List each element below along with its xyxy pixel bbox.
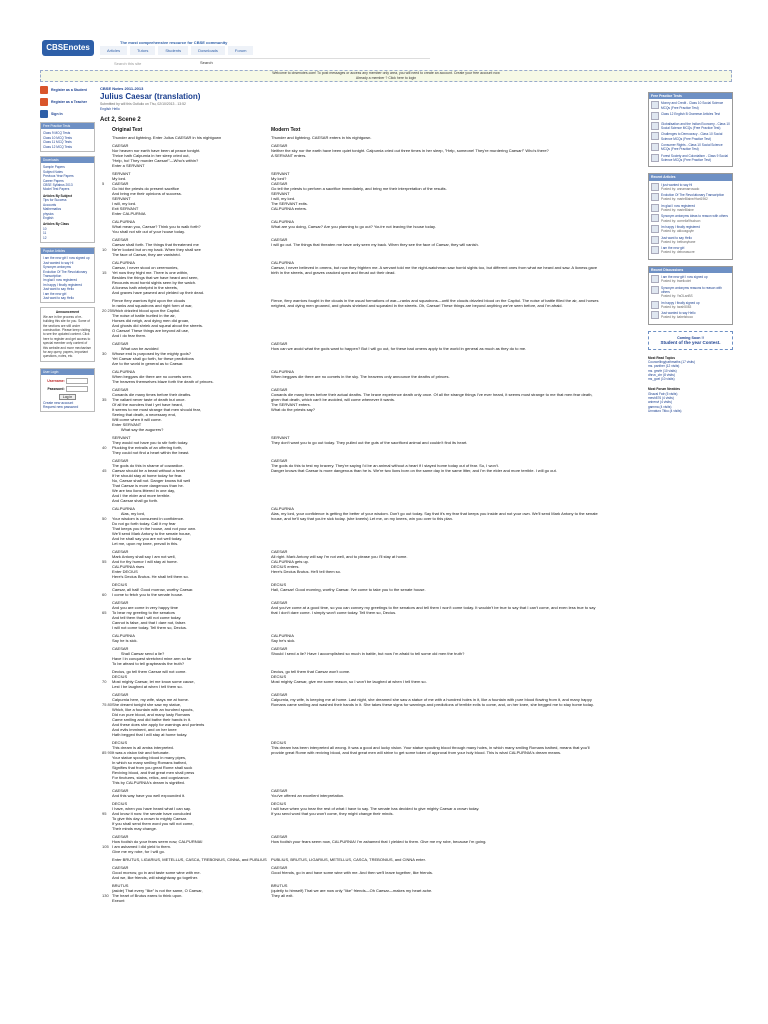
recent-article-item-label: Im glad I now registered Posted by: marieBlaine [661, 203, 696, 213]
nav-students[interactable]: Students [158, 46, 188, 55]
line-number: 30 [102, 351, 107, 356]
practice-test-item-label: Globalisation and the Indian Economy - Class 10 Social Science MCQs (Free Practice Test) [661, 121, 730, 131]
downloads-header: Downloads [41, 157, 94, 163]
posted-by: Posted by: YaOLanBS [661, 294, 693, 299]
modern-text-block: DECIUS Hail, Caesar! Good morning, worthy Caesar. I've come to take you to the senate house. [271, 582, 426, 592]
recent-article-item-label: I am the new girl Posted by: deborasucre [661, 246, 695, 255]
practice-tests-panel [648, 92, 733, 167]
site-tagline: The most comprehensive resource for CBSE community [120, 40, 228, 45]
line-number: 10 [102, 247, 107, 252]
modern-text-block: CAESAR All right. Mark Antony will say I'm not well, and to please you I'll stay at home. CALPURNIA gets up. DECIUS enters. Here's Decius Brutus. He'll tell them so. [271, 549, 408, 574]
subject-item[interactable]: Accounts [43, 202, 57, 207]
original-text-block: CALPURNIA Alas, my lord, Your wisdom is consumed in confidence. Do not go forth today. Call it my fear That keeps you in the house, and not your own. We'll send Mark Antony to the senate house, And he shall say you are not well today. Let me, upon my knee, prevail in this. [112, 506, 197, 546]
download-item[interactable]: Model Test Papers [43, 187, 70, 192]
link-label: Sign In [51, 112, 63, 116]
recent-articles-header: Recent Articles [649, 174, 732, 180]
original-text-block: CAESAR Nor heaven nor earth have been at peace tonight. Thrice hath Calpurnia in her sleep cried out, "Help, ho! They murder Caesar!"—Who's within? Enter a SERVANT [112, 143, 201, 168]
recent-article-item-label: Im happy I finally registered Posted by: aldousgoyle [661, 224, 700, 234]
posted-by: Posted by: bethanybane [661, 239, 696, 244]
modern-text-block: CAESAR And you've come at a good time, so you can convey my greetings to the senators and tell them I won't come today. It wouldn't be true to say that I can't come, and even less true to say that I don't dare come. I simply won't come today. Tell them so, Decius. [271, 600, 596, 615]
original-text-block: CALPURNIA Say he is sick. [112, 633, 138, 643]
page-title: Julius Caesar (translation) [100, 92, 201, 101]
recent-article-item[interactable] [651, 236, 730, 245]
recent-article-item[interactable] [651, 204, 730, 213]
class-header: Articles By Class [43, 222, 70, 227]
most-read-item[interactable]: Councelling/pathmaths (17 visits) [648, 359, 695, 364]
register-student-link[interactable] [40, 86, 95, 94]
line-number: 45 [102, 468, 107, 473]
original-text-block: DECIUS This dream is all amiss interpreted. It was a vision fair and fortunate. Your statue spouting blood in many pipes, In which so many smiling Romans bathed, Signifies that from you great Rome shall suck Reviving blood, and that great men shall press For tinctures, stains, relics, and cognizance. This by CALPURNIA's dream is signified. [112, 740, 195, 785]
original-text-header: Original Text [112, 127, 143, 133]
create-account-link[interactable]: Create new account [43, 400, 74, 405]
recent-articles-panel [648, 173, 733, 259]
link-label: Register as a Teacher [51, 100, 87, 104]
modern-text-block: CAESAR Neither the sky nor the earth have been quiet tonight. Calpurnia cried out three times in her sleep, "Help, someone! They're murdering Caesar!" Who's there? A SERVANT enters. [271, 143, 549, 158]
contest-title: Coming Soon !! [677, 335, 704, 340]
modern-text-block: CAESAR Calpurnia, my wife, is keeping me at home. Last night, she dreamed she saw a statue of me with a hundred holes in it, like a fountain with pure blood flowing from it, and many happy Romans came smiling and washed their hands in it. She takes these signs for warnings and predictions of terrible evils to come, and, on her knee, she begged me to stay home today. [271, 692, 594, 707]
nav-downloads[interactable]: Downloads [191, 46, 225, 55]
original-text-block: CAESAR Good morrow, go in and taste some wine with me. And we, like friends, will straightway go together. [112, 865, 201, 880]
search-bar [100, 58, 430, 68]
thumbnail-icon [651, 225, 659, 233]
modern-text-block: CALPURNIA Caesar, I never believed in omens, but now they frighten me. A servant told me the night-watchman saw horrid sights too, but different ones from what we heard and saw. A lioness gave birth in the streets, and graves cracked open and thrust out their dead. [271, 260, 598, 275]
modern-text-block: CAESAR Should I send a lie? Have I accomplished so much in battle, but now I'm afraid to tell some old men the truth? [271, 646, 465, 656]
username-field[interactable] [66, 378, 88, 384]
posted-by: Posted by: bwellcolet [661, 279, 691, 284]
recent-discussions-list [651, 275, 730, 320]
original-text-block: CAESAR Caesar shall forth. The things that threatened me Ne'er looked but on my back. When they shall see The face of Caesar, they are vanishèd. [112, 237, 201, 257]
practice-test-item-label: Forest Society and Colonialism - Class 9 Social Science MCQs (Free Practice Test) [661, 153, 728, 162]
download-item[interactable]: Career Papers [43, 178, 64, 183]
posted-by: Posted by: marieBlaine/Hart1962 [661, 197, 708, 202]
main-content [100, 86, 600, 903]
original-text-block: CAESAR Shall Caesar send a lie? Have I in conquest stretched mine arm so far To be afeard to tell graybeards the truth? [112, 646, 192, 666]
login-button[interactable]: Log in [59, 394, 76, 400]
search-button[interactable]: Search [200, 60, 213, 65]
line-number: 60 [102, 592, 107, 597]
recent-article-item[interactable] [651, 246, 730, 255]
modern-text-block: CALPURNIA Say he's sick. [271, 633, 296, 643]
request-password-link[interactable]: Request new password [43, 404, 79, 409]
line-number: 20 25 [102, 308, 113, 313]
posted-by: Posted by: cornelia9hudson [661, 218, 701, 223]
original-text-block: DECIUS I have, when you have heard what I can say. And know it now: the senate have concluded To give this day a crown to mighty Caesar. If you shall send them word you will not come, Their minds may change. [112, 801, 194, 831]
recent-article-item[interactable] [651, 193, 730, 202]
downloads-box [40, 156, 95, 243]
nav-tutors[interactable]: Tutors [130, 46, 155, 55]
line-number: 70 [102, 679, 107, 684]
modern-text-block: SERVANT They don't want you to go out today. They pulled out the guts of the sacrificed animal and couldn't find its heart. [271, 435, 468, 445]
original-text-block: BRUTUS (aside) That every "like" is not the same, O Caesar, The heart of Brutus earns to think upon. Exeunt [112, 883, 203, 903]
practice-tests-box [40, 122, 95, 152]
popular-articles-header: Popular Articles [41, 248, 94, 254]
recent-discussion-item-label: Synonym antonyms reasons to reason with others Posted by: YaOLanBS [661, 286, 730, 299]
recent-discussion-item[interactable] [651, 311, 730, 320]
practice-test-item[interactable] [651, 132, 730, 141]
original-text-block: CAESAR What can be avoided Whose end is purposed by the mighty gods? Yet Caesar shall go forth, for these predictions Are to the world in general as to Caesar. [112, 341, 194, 366]
thumbnail-icon [651, 311, 659, 319]
subject-header: Articles By Subject [43, 193, 73, 198]
practice-item[interactable]: Class 10 MCQ Tests [43, 135, 72, 140]
original-text-block: CAESAR Calpurnia here, my wife, stays me at home. She dreamt tonight she saw my statue, Which, like a fountain with an hundred spouts, Did run pure blood, and many lusty Romans Came smiling and did bathe their hands in it. And these does she apply for warnings and portents And evils imminent, and on her knee Hath begged that I will stay at home today. [112, 692, 205, 737]
download-item[interactable]: Subject Notes [43, 169, 63, 174]
thumbnail-icon [651, 112, 659, 120]
practice-test-item[interactable] [651, 143, 730, 152]
welcome-banner [40, 70, 732, 82]
most-read-item[interactable]: ms_goel (10 visits) [648, 377, 675, 382]
line-number: 35 [102, 397, 107, 402]
forum-newbie-item[interactable]: mesh876 (4 visits) [648, 396, 674, 401]
thumbnail-icon [651, 246, 659, 254]
posted-by: Posted by: marieBlaine [661, 208, 694, 213]
thumbnail-icon [651, 122, 659, 130]
original-text-block: CALPURNIA When beggars die there are no comets seen. The heavens themselves blaze forth the death of princes. [112, 369, 214, 384]
link-label: Register as a Student [51, 88, 87, 92]
register-teacher-link[interactable] [40, 98, 95, 106]
article-item[interactable]: Im glad I now registered [43, 278, 78, 283]
modern-text-header: Modern Text [271, 127, 301, 133]
recent-articles-list [651, 183, 730, 255]
most-read-item[interactable]: ms. panther (12 visits) [648, 364, 680, 369]
thumbnail-icon [651, 132, 659, 140]
original-text-block: CAESAR And you are come in very happy time To bear my greeting to the senators And tell them that I will not come today. Cannot is false, and that I dare not, falser. I will not come today. Tell them so, Decius. [112, 600, 187, 630]
original-text-block: CAESAR Cowards die many times before their deaths. The valiant never taste of death but once. Of all the wonders that I yet have heard, It seems to me most strange that men should fear, Seeing that death, a necessary end, Will come when it will come. Enter SERVANT What say the augurers? [112, 387, 201, 432]
recent-article-item-label: Just want to say Hello Posted by: bethanybane [661, 235, 696, 244]
modern-text-block: CAESAR How foolish your fears seem now, CALPURNIA! I'm ashamed that I yielded to them. Give me my robe, because I'm going. [271, 834, 487, 844]
recent-discussion-item[interactable] [651, 275, 730, 284]
original-text-block: CAESAR How foolish do your fears seem now, CALPURNIA! I am ashamed I did yield to them. Give me my robe, for I will go. [112, 834, 203, 854]
practice-test-item[interactable] [651, 122, 730, 131]
recent-article-item-label: I just wanted to say Hi Posted by: annamarrosado [661, 182, 700, 191]
article-item[interactable]: I am the new girl [43, 291, 67, 296]
line-number: 65 [102, 610, 107, 615]
popular-articles-box [40, 247, 95, 303]
thumbnail-icon [651, 286, 659, 294]
modern-text-block: CALPURNIA What are you doing, Caesar? Are you planning to go out? You're not leaving the house today. [271, 219, 436, 229]
original-text-block: Fierce fiery warriors fight upon the clouds In ranks and squadrons and right form of war, Which drizzled blood upon the Capitol. The noise of battle hurtled in the air, Horses did neigh, and dying men did groan, And ghosts did shriek and squeal about the streets. O Caesar! These things are beyond all use, And I do fear them. [112, 298, 203, 338]
original-text-block: CALPURNIA What mean you, Caesar? Think you to walk forth? You shall not stir out of your house today. [112, 219, 201, 234]
thumbnail-icon [651, 143, 659, 151]
subject-item[interactable]: English [43, 215, 54, 220]
line-number: 40 [102, 445, 107, 450]
thumbnail-icon [651, 193, 659, 201]
most-read-item[interactable]: ms. gmrfe (10 visits) [648, 368, 677, 373]
article-item[interactable]: Im happy I finally registered [43, 282, 82, 287]
article-item[interactable]: Just want to say Hello [43, 287, 75, 292]
article-item[interactable]: Just want to say Hello [43, 296, 75, 300]
thumbnail-icon [651, 301, 659, 309]
class-item[interactable]: 12 [43, 235, 47, 240]
recent-article-item[interactable] [651, 183, 730, 192]
recent-discussion-item-label: I am the new girl I now signed up Posted by: bwellcolet [661, 275, 708, 284]
announcement-text: We are in the process of re-building this site for you. Some of the sections are still under construction. Please keep visiting to see the updated content. Click here to register and get access to special member only content of this website and more mechanism for any query, papers, important questions, notes, etc. [43, 314, 92, 359]
modern-text-block: Decius, go tell them that Caesar won't come. DECIUS Most mighty Caesar, give me some reason, so I won't be laughed at when I tell them so. [271, 669, 427, 684]
recent-discussion-item-label: Im happy I finally signed up Posted by: tarah5083 [661, 300, 700, 309]
download-item[interactable]: Previous Year Papers [43, 174, 74, 179]
modern-text-block: SERVANT My lord? CAESAR Go tell the priests to perform a sacrifice immediately, and bring me their interpretation of the results. SERVANT I will, my lord. The SERVANT exits. CALPURNIA enters. [271, 171, 447, 211]
site-logo[interactable] [42, 40, 94, 56]
recent-article-item-label: Evolution Of The Revolutionary Transcription Posted by: marieBlaine/Hart1962 [661, 193, 725, 202]
modern-text-block: CALPURNIA When beggars die there are no comets in the sky. The heavens only announce the deaths of princes. [271, 369, 450, 379]
modern-text-block: PUBLIUS, BRUTUS, LIGARIUS, METELLUS, CASCA, TREBONIUS, and CINNA enter. [271, 857, 426, 862]
thumbnail-icon [651, 236, 659, 244]
modern-text-block: CAESAR I will go out. The things that threaten me have only seen my back. When they see the face of Caesar, they will vanish. [271, 237, 479, 247]
recent-article-item[interactable] [651, 214, 730, 223]
article-item[interactable]: I am the new girl I now signed up [43, 256, 90, 261]
original-text-block: CAESAR The gods do this in shame of cowardice. Caesar should be a beast without a heart If he should stay at home today for fear. No, Caesar shall not. Danger knows full well That Caesar is more dangerous than he. We are two lions littered in one day, And I the elder and more terrible. And Caesar shall go forth. [112, 458, 191, 503]
line-number: 55 [102, 559, 107, 564]
submitted-by: Submitted by will this Outlulio on Thu, 02/10/2013 - 13:52 [100, 102, 186, 106]
site-header [0, 0, 768, 70]
thumbnail-icon [651, 154, 659, 162]
line-number: 105 [102, 844, 109, 849]
forum-newbie-item[interactable]: anirenvi (4 visits) [648, 400, 672, 405]
recent-discussions-header: Recent Discussions [649, 267, 732, 273]
banner-line-2[interactable]: Already a member ? Click here to login [355, 76, 417, 80]
practice-list [651, 101, 730, 162]
breadcrumb[interactable]: CBSE Notes 2011-2013 [100, 86, 144, 91]
modern-text-block: CAESAR How can we avoid what the gods want to happen? But I will go out, for these bad omens apply to the world in general as much as they do to me. [271, 341, 527, 351]
practice-test-item-label: Money and Credit - Class 10 Social Science MCQs (Free Practice Test) [661, 101, 724, 110]
forum-newbies-panel [648, 387, 733, 413]
modern-text-block: DECIUS I will have when you hear the rest of what I have to say. The senate has decided to give mighty Caesar a crown today. If you send word that you won't come, they might change their minds. [271, 801, 480, 816]
download-item[interactable]: CBSE Syllabus 2013 [43, 183, 73, 188]
original-text-block: CAESAR Mark Antony shall say I am not well, And for thy humor I will stay at home. CALPURNIA rises Enter DECIUS Here's Decius Brutus. He shall tell them so. [112, 549, 189, 579]
practice-panel-header: Free Practice Tests [649, 93, 732, 99]
recent-discussion-item[interactable] [651, 301, 730, 310]
practice-test-item[interactable] [651, 154, 730, 163]
thumbnail-icon [651, 183, 659, 191]
line-number: 75 80 [102, 702, 113, 707]
left-sidebar [40, 86, 95, 412]
login-header: User Login [41, 369, 94, 375]
line-number: 130 [102, 893, 109, 898]
search-input[interactable]: Search this site [114, 61, 142, 66]
thumbnail-icon [651, 101, 659, 109]
article-item[interactable]: Just wanted to say Hi [43, 260, 74, 265]
practice-tests-header: Free Practice Tests [41, 123, 94, 129]
key-icon [40, 110, 48, 118]
modern-text-block: BRUTUS (quietly to himself) That we are now only "like" friends—Oh Caesar—makes my heart ache. They all exit. [271, 883, 433, 898]
forum-newbies-header: Most Forum Newbies [648, 387, 681, 392]
modern-text-block: CAESAR You've offered an excellent interpretation. [271, 788, 345, 798]
modern-text-block: CAESAR Good friends, go in and have some wine with me. And then we'll leave together, like friends. [271, 865, 433, 875]
original-text-block: CAESAR And this way have you well expounded it. [112, 788, 186, 798]
practice-test-item[interactable] [651, 101, 730, 110]
subject-item[interactable]: Tips for Success [43, 198, 67, 203]
original-text-block: DECIUS Caesar, all hail! Good morrow, worthy Caesar. I come to fetch you to the senate house. [112, 582, 194, 597]
subject-item[interactable]: Mathematics [43, 207, 62, 212]
thumbnail-icon [651, 275, 659, 283]
nav-forum[interactable]: Forum [228, 46, 254, 55]
original-text-block: SERVANT My lord. CAESAR Go bid the priests do present sacrifice And bring me their opinions of success. SERVANT I will, my lord. Exit SERVANT Enter CALPURNIA [112, 171, 182, 216]
act-scene-heading: Act 2, Scene 2 [100, 117, 141, 123]
announcement-box [40, 307, 95, 361]
modern-text-block: DECIUS This dream has been interpreted all wrong. It was a good and lucky vision. Your statue spouting blood through many holes, in which many smiling Romans bathed, means that you'll provide great Rome with reviving blood, and that great men will strive to get some token of approval from your holy blood. This is what CALPURNIA's dream means. [271, 740, 590, 755]
top-navigation [100, 46, 405, 56]
article-item[interactable]: Synonym antonyms [43, 265, 71, 270]
right-sidebar [648, 92, 733, 419]
modern-text-block: CAESAR The gods do this to test my bravery. They're saying I'd be an animal without a heart if I stayed home today out of fear. So, I won't. Danger knows that Caesar is more dangerous than he is. We're two lions born on the same day in the same litter, and I'm the elder and more terrible. I will go out. [271, 458, 557, 473]
posted-by: Posted by: deborasucre [661, 250, 695, 255]
original-text-block: CALPURNIA Caesar, I never stood on ceremonies, Yet now they fright me. There is one within, Besides the things that we have heard and seen, Recounts most horrid sights seen by the watch. A lioness hath whelpèd in the streets, And graves have yawned and yielded up their dead. [112, 260, 205, 295]
teacher-icon [40, 98, 48, 106]
contest-subtitle: Student of the year Contest. [660, 339, 721, 345]
most-read-panel [648, 356, 733, 382]
posted-by: Posted by: tarah5083 [661, 304, 692, 309]
forum-newbie-item[interactable]: Ghazal Fatr (5 visits) [648, 391, 678, 396]
logo-text: CBSEnotes [46, 43, 90, 52]
contest-promo[interactable] [648, 331, 733, 350]
article-item[interactable]: Evolution Of The Revolutionary Transcription [43, 269, 88, 278]
line-number: 85 90 [102, 750, 113, 755]
most-read-header: Most Read Topics [648, 355, 676, 360]
original-text-block: Decius, go tell them Caesar will not come. DECIUS Most mighty Caesar, let me know some cause, Lest I be laughed at when I tell them so. [112, 669, 195, 689]
posted-by: Posted by: aldousgoyle [661, 229, 694, 234]
original-text-block: SERVANT They would not have you to stir forth today. Plucking the entrails of an offering forth, They could not find a heart within the beast. [112, 435, 190, 455]
forum-newbie-item[interactable]: Unnaturo Titku (4 visits) [648, 408, 682, 413]
modern-text-block: Thunder and lightning. CAESAR enters in his nightgown. [271, 135, 372, 140]
line-number: 5 [102, 181, 105, 186]
nav-articles[interactable]: Articles [100, 46, 127, 55]
recent-article-item[interactable] [651, 225, 730, 234]
sign-in-link[interactable] [40, 110, 95, 118]
line-number: 95 [102, 811, 107, 816]
posted-by: Posted by: annamarrosado [661, 186, 700, 191]
practice-item[interactable]: Class 11 MCQ Tests [43, 140, 72, 145]
practice-test-item[interactable] [651, 112, 730, 120]
practice-test-item-label: Challenges to Democracy - Class 10 Social Science MCQs (Free Practice Test) [661, 132, 723, 141]
password-field[interactable] [66, 386, 88, 392]
practice-test-item-label: Consumer Rights - Class 10 Social Science MCQs (Free Practice Test) [661, 143, 723, 152]
line-number: 15 [102, 270, 107, 275]
modern-text-block: CAESAR Cowards die many times before their actual deaths. The brave experience death only once. Of all the strange things I've ever heard, it seems most strange to me that men fear death, given that death, which can't be avoided, will come whenever it wants. The SERVANT enters. What do the priests say? [271, 387, 593, 412]
original-text-block: Enter BRUTUS, LIGARIUS, METELLUS, CASCA, TREBONIUS, CINNA, and PUBLIUS [112, 857, 267, 862]
class-item[interactable]: 10 [43, 226, 47, 231]
forum-newbie-item[interactable]: gamma (4 visits) [648, 404, 672, 409]
most-read-item[interactable]: dhruv_chr (8 visits) [648, 372, 675, 377]
thumbnail-icon [651, 204, 659, 212]
recent-discussion-item[interactable] [651, 286, 730, 299]
password-label: Password: [47, 386, 65, 391]
announcement-header: Announcement [55, 310, 80, 315]
tag-links[interactable]: English Hello [100, 107, 120, 111]
practice-item[interactable]: Class 12 MCQ Tests [43, 144, 72, 149]
banner-line-1[interactable]: Welcome to cbsenotes.com! To post messages or access any member only area, you will need to create an account. Create your free account now [272, 71, 500, 75]
username-label: Username: [47, 378, 65, 383]
recent-article-item-label: Synonym antonyms ideas to reason with others Posted by: cornelia9hudson [661, 214, 728, 223]
modern-text-block: Fierce, fiery warriors fought in the clouds in the usual formations of war—ranks and squadrons—until the clouds drizzled blood on the Capitol. The noise of battle filled the air, and horses neighed, and dying men groaned, and ghosts shrieked and squealed in the streets. Oh, Caesar! These things are beyond anything we've seen before, and I'm afraid. [271, 298, 600, 308]
original-text-block: Thunder and lightning. Enter Julius CAESAR in his nightgown [112, 135, 222, 140]
recent-discussions-panel [648, 266, 733, 325]
recent-discussion-item-label: Just wanted to say Hello Posted by: kabelsboco [661, 311, 696, 320]
modern-text-block: CALPURNIA Alas, my lord, your confidence is getting the better of your wisdom. Don't go out today. Say that it's my fear that keeps you inside and not your own. We'll send Mark Antony to the senate house, and he'll say that you're sick today. (she kneels) Let me, on my knees, win you over to this plan. [271, 506, 598, 521]
practice-test-item-label: Class 12 English B Grammar Articles Test [661, 111, 720, 116]
student-icon [40, 86, 48, 94]
thumbnail-icon [651, 214, 659, 222]
posted-by: Posted by: kabelsboco [661, 315, 694, 320]
practice-item[interactable]: Class 9 MCQ Tests [43, 131, 71, 136]
subject-item[interactable]: physics [43, 211, 54, 216]
line-number: 50 [102, 516, 107, 521]
download-item[interactable]: Sample Papers [43, 165, 65, 170]
class-item[interactable]: 11 [43, 231, 47, 236]
login-box [40, 368, 95, 412]
